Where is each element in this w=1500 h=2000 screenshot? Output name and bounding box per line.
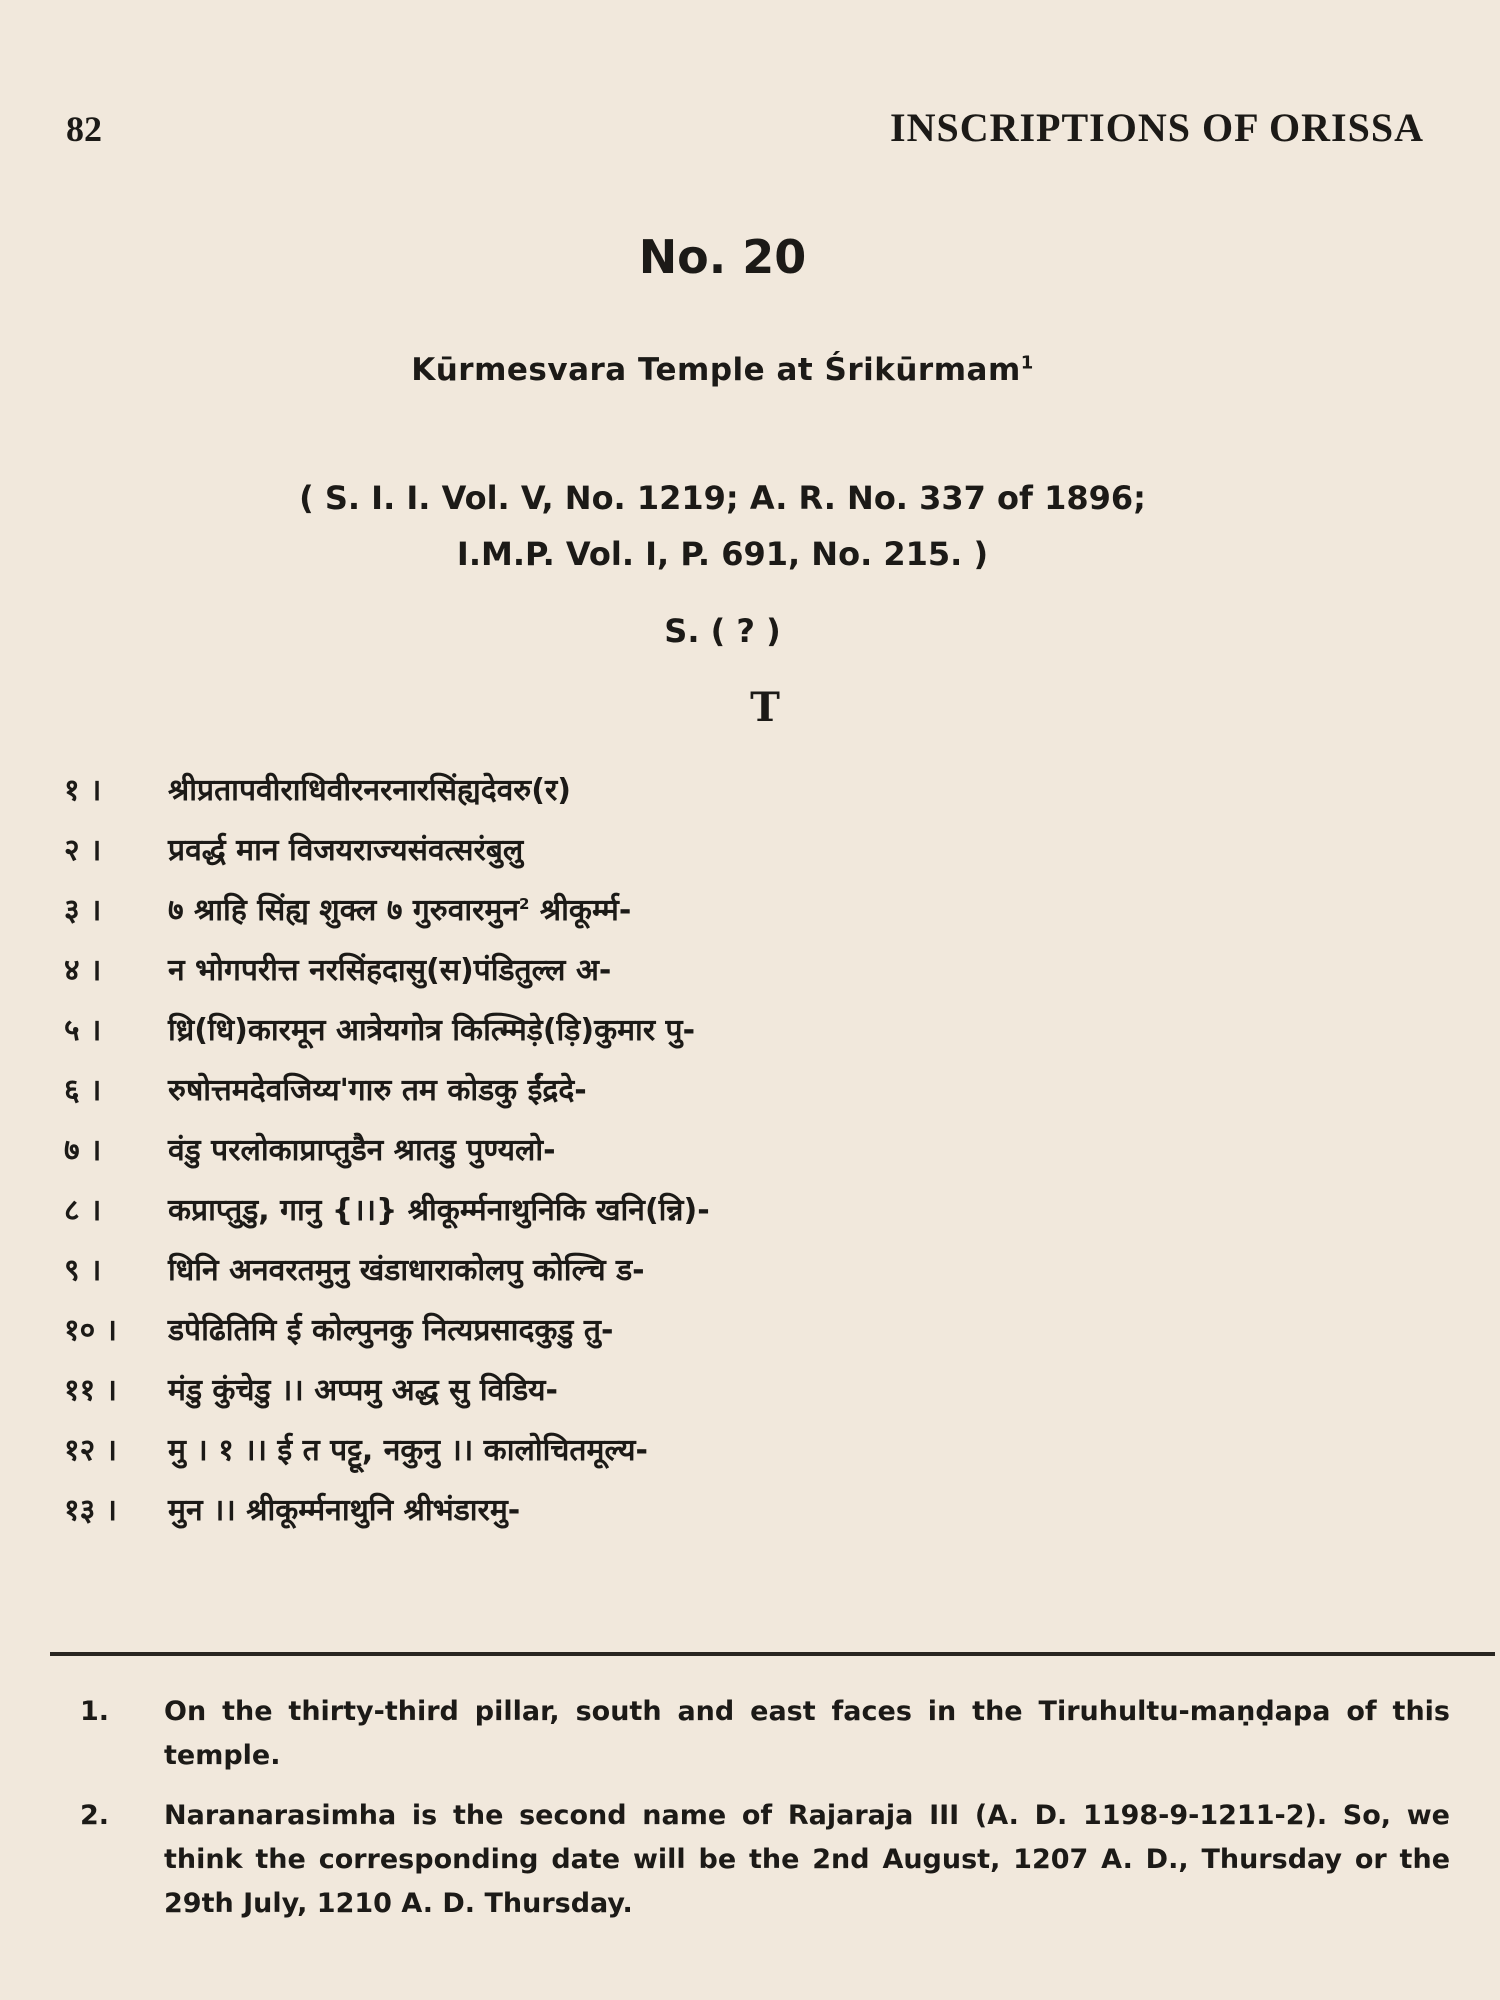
line-number: १० । [64, 1313, 118, 1348]
text-line [64, 1308, 1084, 1368]
references-line-1: ( S. I. I. Vol. V, No. 1219; A. R. No. 337 of 1896; [299, 479, 1146, 517]
footnote-mark: 2. [80, 1800, 110, 1831]
text-marker: T [750, 684, 780, 731]
line-number: १ । [64, 773, 102, 808]
line-text: ध्रि(धि)कारमून आत्रेयगोत्र कित्म्मिड़े(ड़ि)कुमार पु- [168, 1013, 696, 1048]
text-line [64, 768, 1084, 828]
references [0, 470, 1445, 582]
footnote [80, 1794, 1450, 1926]
line-text: न भोगपरीत्त नरसिंहदासु(स)पंडितुल्ल अ- [168, 953, 612, 988]
inscription-title [0, 352, 1445, 388]
text-line [64, 1368, 1084, 1428]
references-line-2: I.M.P. Vol. I, P. 691, No. 215. ) [456, 535, 989, 573]
line-number: ६ । [64, 1073, 102, 1108]
footnote-text: On the thirty-third pillar, south and east faces in the Tiruhultu-maṇḍapa of this temple. [164, 1696, 1450, 1771]
page-header [66, 104, 1424, 151]
era: S. ( ? ) [664, 612, 781, 650]
text-line [64, 1188, 1084, 1248]
line-text: रुषोत्तमदेवजिय्य'गारु तम कोडकु ईंद्रदे- [168, 1073, 587, 1108]
footnote-divider [50, 1652, 1495, 1656]
line-number: ८ । [64, 1193, 102, 1228]
line-text: धिनि अनवरतमुनु खंडाधाराकोलपु कोल्चि ड- [168, 1253, 645, 1288]
text-line [64, 1428, 1084, 1488]
text-line [64, 1128, 1084, 1188]
line-text: मु । १ ।। ई त पट्टू, नकुनु ।। कालोचितमूल्य- [168, 1433, 649, 1468]
inscription-title-text: Kūrmesvara Temple at Śrikūrmam [411, 352, 1021, 388]
footnote [80, 1690, 1450, 1778]
line-text: श्रीप्रतापवीराधिवीरनरनारसिंह्यदेवरु(र) [168, 773, 571, 808]
line-text-part: ७ श्राहि सिंह्य शुक्ल ७ गुरुवारमुन [168, 893, 520, 928]
line-text: मंडु कुंचेडु ।। अप्पमु अद्ध सु विडिय- [168, 1373, 558, 1408]
line-text [168, 888, 631, 929]
line-number: १२ । [64, 1433, 118, 1468]
line-number: २ । [64, 833, 102, 868]
text-line [64, 1008, 1084, 1068]
footnote-ref: 2 [519, 895, 530, 913]
line-text: कप्राप्तुडु, गानु {।।} श्रीकूर्म्मनाथुनिकि खनि(न्नि)- [168, 1193, 710, 1228]
line-number: ५ । [64, 1013, 102, 1048]
text-line [64, 1068, 1084, 1128]
inscription-text [64, 768, 1084, 1548]
line-text: प्रवर्द्ध मान विजयराज्यसंवत्सरंबुलु [168, 833, 524, 868]
footnote-ref: 1 [1020, 352, 1034, 374]
footnotes [80, 1690, 1450, 1942]
line-number: ७ । [64, 1133, 102, 1168]
footnote-mark: 1. [80, 1696, 110, 1727]
text-line [64, 1248, 1084, 1308]
line-text: डपेढितिमि ई कोल्पुनकु नित्यप्रसादकुडु तु- [168, 1313, 614, 1348]
text-line [64, 828, 1084, 888]
line-number: ९ । [64, 1253, 102, 1288]
line-number: ११ । [64, 1373, 118, 1408]
line-text: मुन ।। श्रीकूर्म्मनाथुनि श्रीभंडारमु- [168, 1493, 521, 1528]
text-line [64, 948, 1084, 1008]
text-line [64, 1488, 1084, 1548]
text-line [64, 888, 1084, 948]
running-title: INSCRIPTIONS OF ORISSA [890, 105, 1424, 150]
line-number: ४ । [64, 953, 102, 988]
inscription-number: No. 20 [638, 230, 807, 284]
line-text: वंडु परलोकाप्राप्तुडैन श्रातडु पुण्यलो- [168, 1133, 556, 1168]
line-number: १३ । [64, 1493, 118, 1528]
footnote-text: Naranarasimha is the second name of Rajaraja III (A. D. 1198-9-1211-2). So, we think the corresponding date will be the 2nd August, 1207 A. D., Thursday or the 29th July, 1210 A. D. Thursday. [164, 1800, 1450, 1919]
page-number: 82 [66, 109, 102, 149]
line-number: ३ । [64, 893, 102, 928]
line-text-part: श्रीकूर्म्म- [529, 893, 632, 928]
